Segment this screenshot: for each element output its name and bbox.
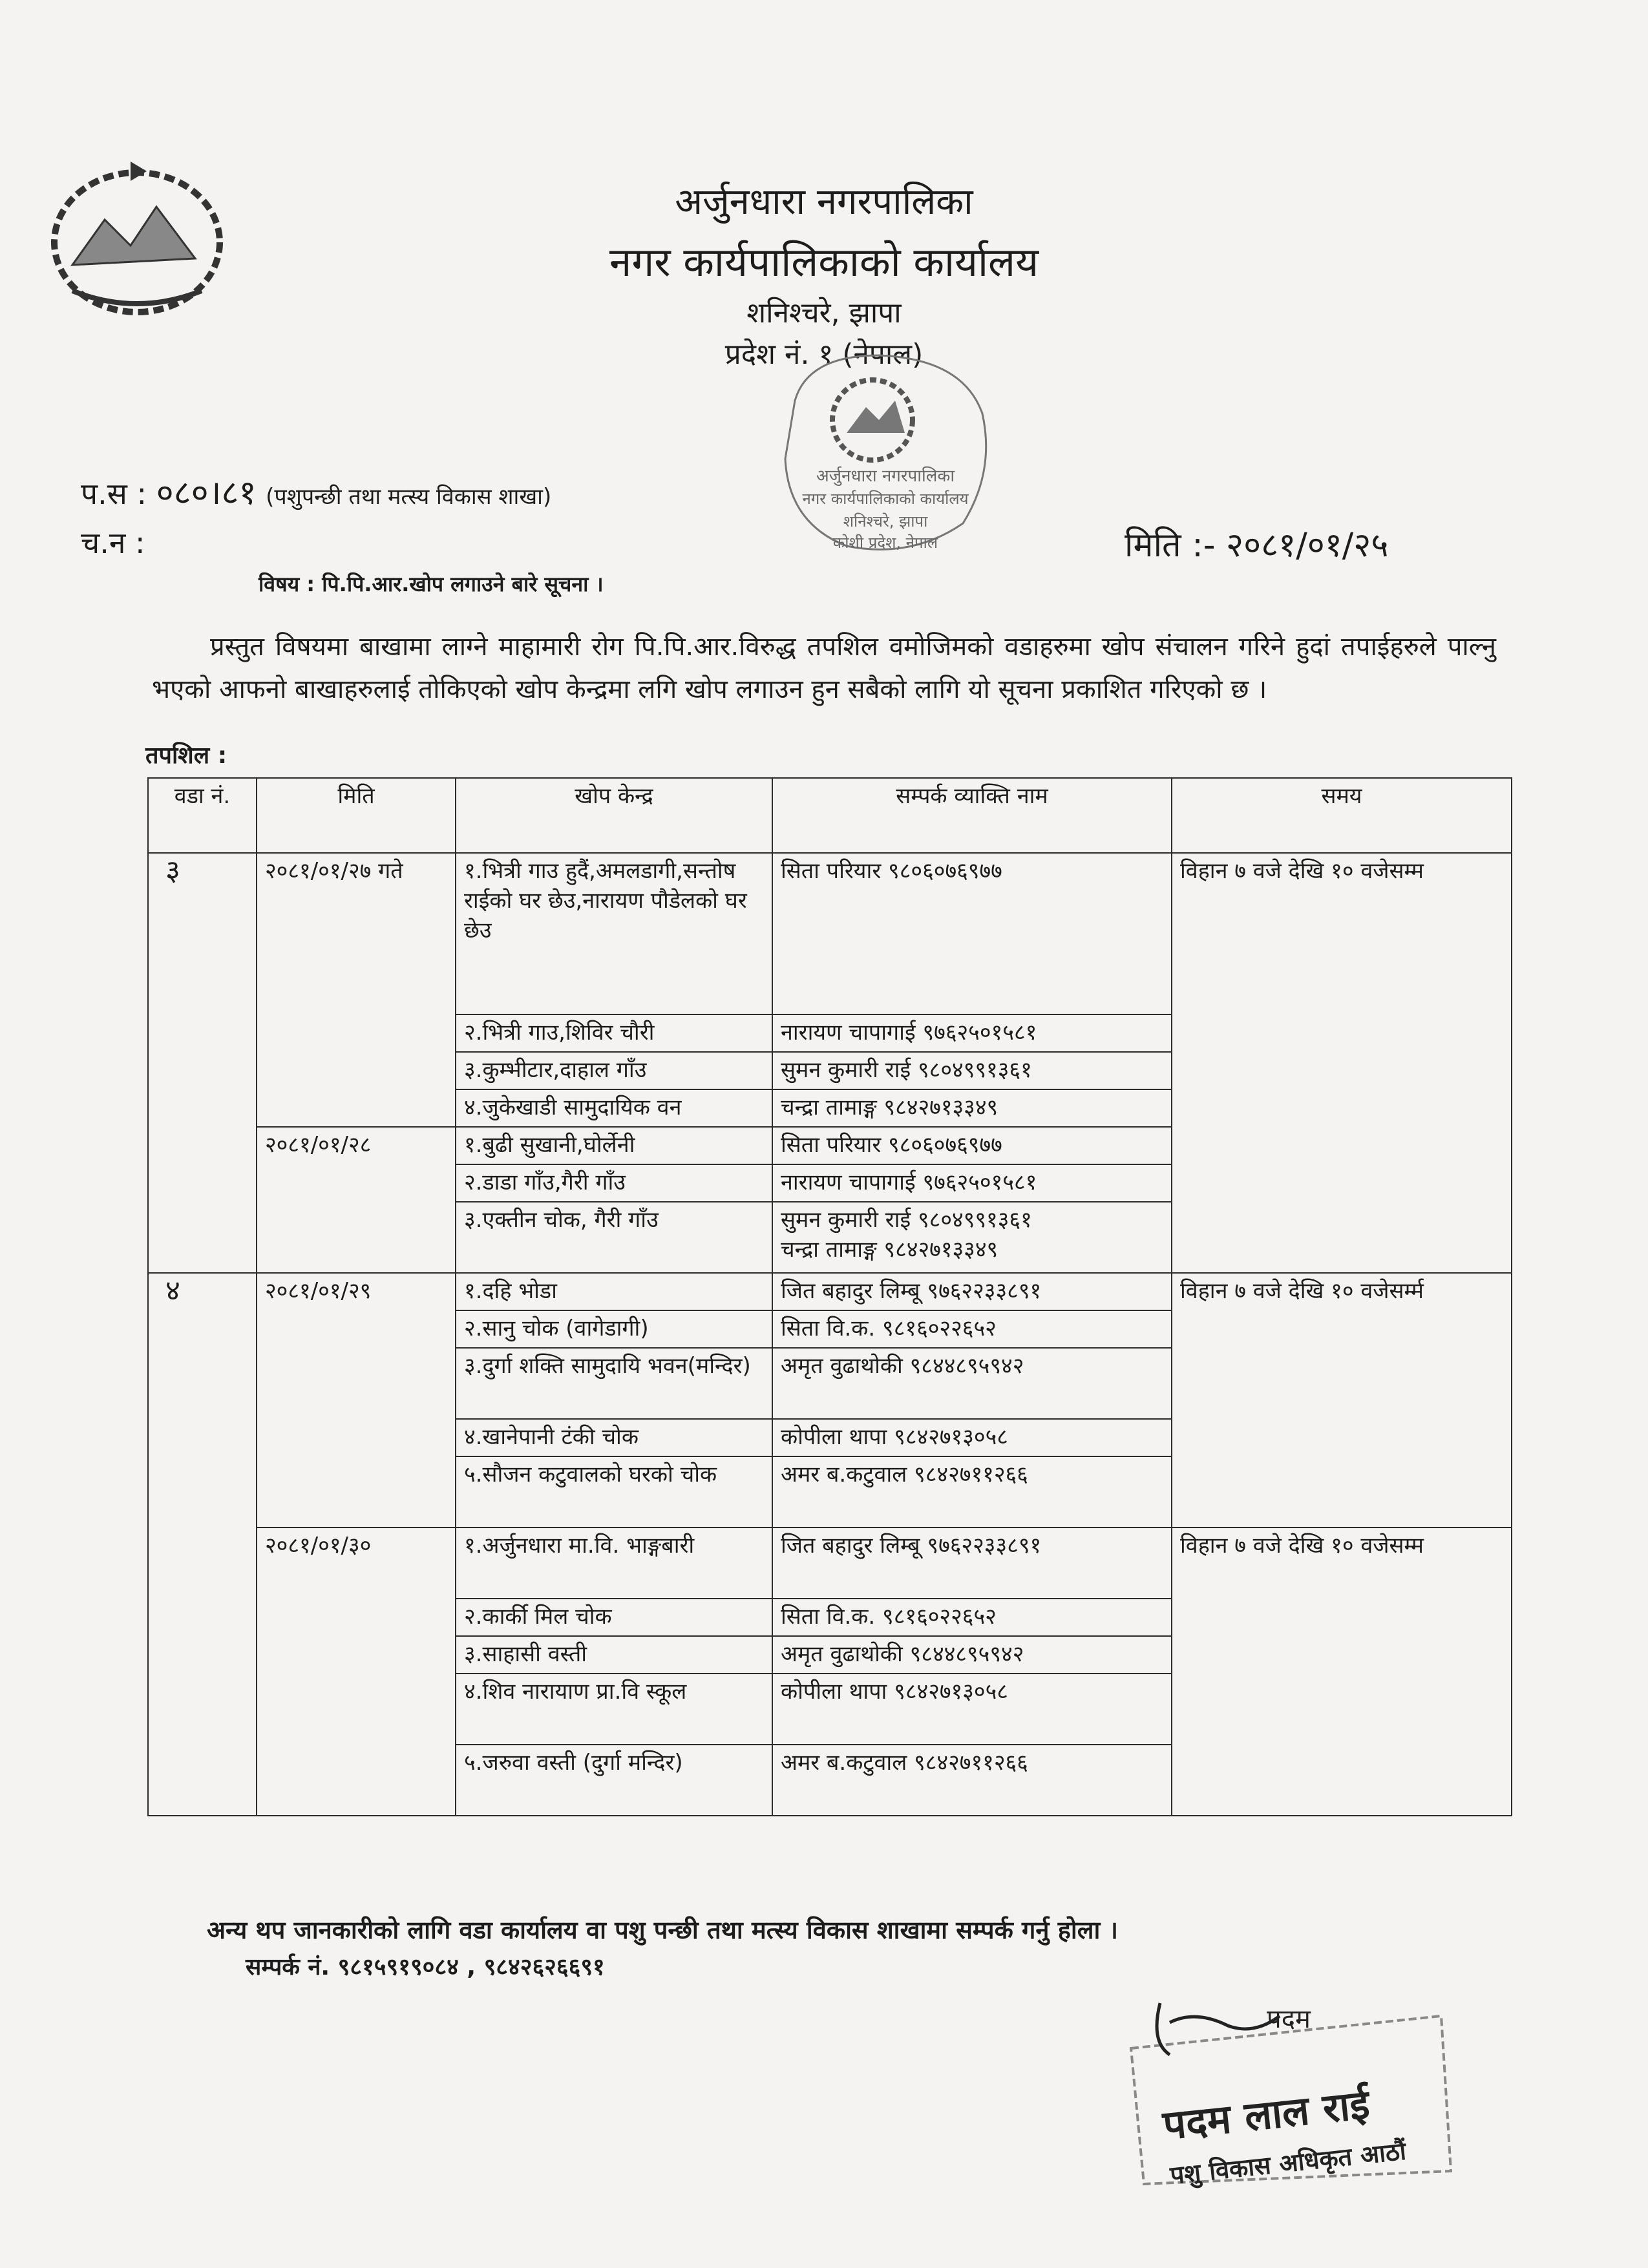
header-contact: सम्पर्क व्याक्ति नाम [772,778,1172,853]
signatory-designation: पशु विकास अधिकृत आठौं [1168,2136,1408,2190]
header-center: खोप केन्द्र [456,778,772,853]
footer-info: अन्य थप जानकारीको लागि वडा कार्यालय वा पशु पन्छी तथा मत्स्य विकास शाखामा सम्पर्क गर्नु होला । [207,1916,1119,1944]
table-row [148,1528,1512,1599]
center-cell: १.बुढी सुखानी,घोर्लेनी [456,1127,772,1164]
ward-cell: ४ [148,1273,257,1816]
contact-cell: सुमन कुमारी राई ९८०४९९१३६१ [772,1052,1172,1089]
contact-cell: सिता परियार ९८०६०७६९७७ [772,853,1172,1014]
contact-cell: सिता वि.क. ९८१६०२२६५२ [772,1599,1172,1636]
table-row [148,853,1512,1014]
signatory-name: पदम लाल राई [1161,2080,1372,2149]
header-ward: वडा नं. [148,778,257,853]
svg-text:कोशी प्रदेश, नेपाल: कोशी प्रदेश, नेपाल [832,534,938,552]
signature-stamp [1099,1977,1461,2190]
center-cell: २.डाडा गाँउ,गैरी गाँउ [456,1164,772,1202]
office-address: शनिश्चरे, झापा [746,297,902,330]
svg-text:शनिश्चरे, झापा: शनिश्चरे, झापा [843,512,928,530]
time-cell: विहान ७ वजे देखि १० वजेसम्म [1172,1528,1512,1816]
contact-cell: कोपीला थापा ९८४२७१३०५८ [772,1674,1172,1745]
contact-cell: अमर ब.कटुवाल ९८४२७११२६६ [772,1745,1172,1816]
date-cell: २०८१/०१/२७ गते [257,853,456,1127]
center-cell: ५.सौजन कटुवालको घरको चोक [456,1456,772,1528]
svg-text:अर्जुनधारा नगरपालिका: अर्जुनधारा नगरपालिका [816,467,955,486]
notice-body: प्रस्तुत विषयमा बाखामा लाग्ने माहामारी रोग पि.पि.आर.विरुद्ध तपशिल वमोजिमको वडाहरुमा खोप संचालन गरिने हुदां तपाईहरुले पाल्नु भएको आफनो बाखाहरुलाई तोकिएको खोप केन्द्रमा लगि खोप लगाउन हुन सबैको लागि यो सूचना प्रकाशित गरिएको छ । [152,632,1496,704]
chalani-label: च.न : [81,525,145,560]
center-cell: २.सानु चोक (वागेडागी) [456,1310,772,1348]
contact-cell: नारायण चापागाई ९७६२५०१५८१ [772,1014,1172,1052]
ward-cell: ३ [148,853,257,1273]
header-date: मिति [257,778,456,853]
footer-contact: सम्पर्क नं. ९८१५९१९०८४ , ९८४२६२६६९१ [246,1954,605,1980]
reference-label: प.स : [81,476,147,511]
svg-text:नगर कार्यपालिकाको कार्यालय: नगर कार्यपालिकाको कार्यालय [802,490,969,508]
center-cell: ३.दुर्गा शक्ति सामुदायि भवन(मन्दिर) [456,1348,772,1419]
office-seal-stamp [769,342,1002,562]
contact-cell: सिता वि.क. ९८१६०२२६५२ [772,1310,1172,1348]
center-cell: २.भित्री गाउ,शिविर चौरी [456,1014,772,1052]
contact-cell: जित बहादुर लिम्बू ९७६२२३३८९१ [772,1528,1172,1599]
contact-cell: नारायण चापागाई ९७६२५०१५८१ [772,1164,1172,1202]
center-cell: १.अर्जुनधारा मा.वि. भाङ्गबारी [456,1528,772,1599]
time-cell: विहान ७ वजे देखि १० वजेसर्म्म [1172,1273,1512,1528]
center-cell: २.कार्की मिल चोक [456,1599,772,1636]
center-cell: १.दहि भोडा [456,1273,772,1310]
center-cell: ३.एक्तीन चोक, गैरी गाँउ [456,1202,772,1273]
date-cell: २०८१/०१/२९ [257,1273,456,1528]
handwritten-signature: पदम [1267,2004,1311,2034]
table-header-row [148,778,1512,853]
reference-number-line [81,468,551,514]
center-cell: ४.शिव नारायाण प्रा.वि स्कूल [456,1674,772,1745]
vaccination-schedule-table [147,777,1512,1816]
province-line: प्रदेश नं. १ (नेपाल) [724,338,924,371]
contact-cell: चन्द्रा तामाङ्ग ९८४२७१३३४९ [772,1089,1172,1127]
table-row [148,1273,1512,1310]
date-cell: २०८१/०१/२८ [257,1127,456,1273]
contact-cell [772,1202,1172,1273]
schedule-label: तपशिल : [145,742,227,769]
contact-cell: जित बहादुर लिम्बू ९७६२२३३८९१ [772,1273,1172,1310]
date-label: मिति :- [1125,526,1216,565]
contact-cell: अमृत वुढाथोकी ९८४४८९५९४२ [772,1348,1172,1419]
contact-cell: अमृत वुढाथोकी ९८४४८९५९४२ [772,1636,1172,1674]
contact-line: चन्द्रा तामाङ्ग ९८४२७१३३४९ [781,1237,998,1263]
center-cell: ३.कुम्भीटार,दाहाल गाँउ [456,1052,772,1089]
subject-line: विषय : पि.पि.आर.खोप लगाउने बारे सूचना । [259,572,604,596]
header-time: समय [1172,778,1512,853]
municipality-name: अर्जुनधारा नगरपालिका [675,181,973,223]
contact-cell: अमर ब.कटुवाल ९८४२७११२६६ [772,1456,1172,1528]
date-cell: २०८१/०१/३० [257,1528,456,1816]
contact-cell: कोपीला थापा ९८४२७१३०५८ [772,1419,1172,1456]
reference-number: ०८०।८१ [156,474,257,512]
date-value: २०८१/०१/२५ [1226,526,1389,565]
office-name: नगर कार्यपालिकाको कार्यालय [609,238,1039,286]
center-cell: ५.जरुवा वस्ती (दुर्गा मन्दिर) [456,1745,772,1816]
center-cell: १.भित्री गाउ हुदैं,अमलडागी,सन्तोष राईको घर छेउ,नारायण पौडेलको घर छेउ [456,853,772,1014]
center-cell: ३.साहासी वस्ती [456,1636,772,1674]
center-cell: ४.जुकेखाडी सामुदायिक वन [456,1089,772,1127]
time-cell: विहान ७ वजे देखि १० वजेसम्म [1172,853,1512,1273]
reference-branch: (पशुपन्छी तथा मत्स्य विकास शाखा) [266,484,552,510]
center-cell: ४.खानेपानी टंकी चोक [456,1419,772,1456]
contact-cell: सिता परियार ९८०६०७६९७७ [772,1127,1172,1164]
document-date [1125,521,1388,567]
contact-line: सुमन कुमारी राई ९८०४९९१३६१ [781,1207,1032,1233]
